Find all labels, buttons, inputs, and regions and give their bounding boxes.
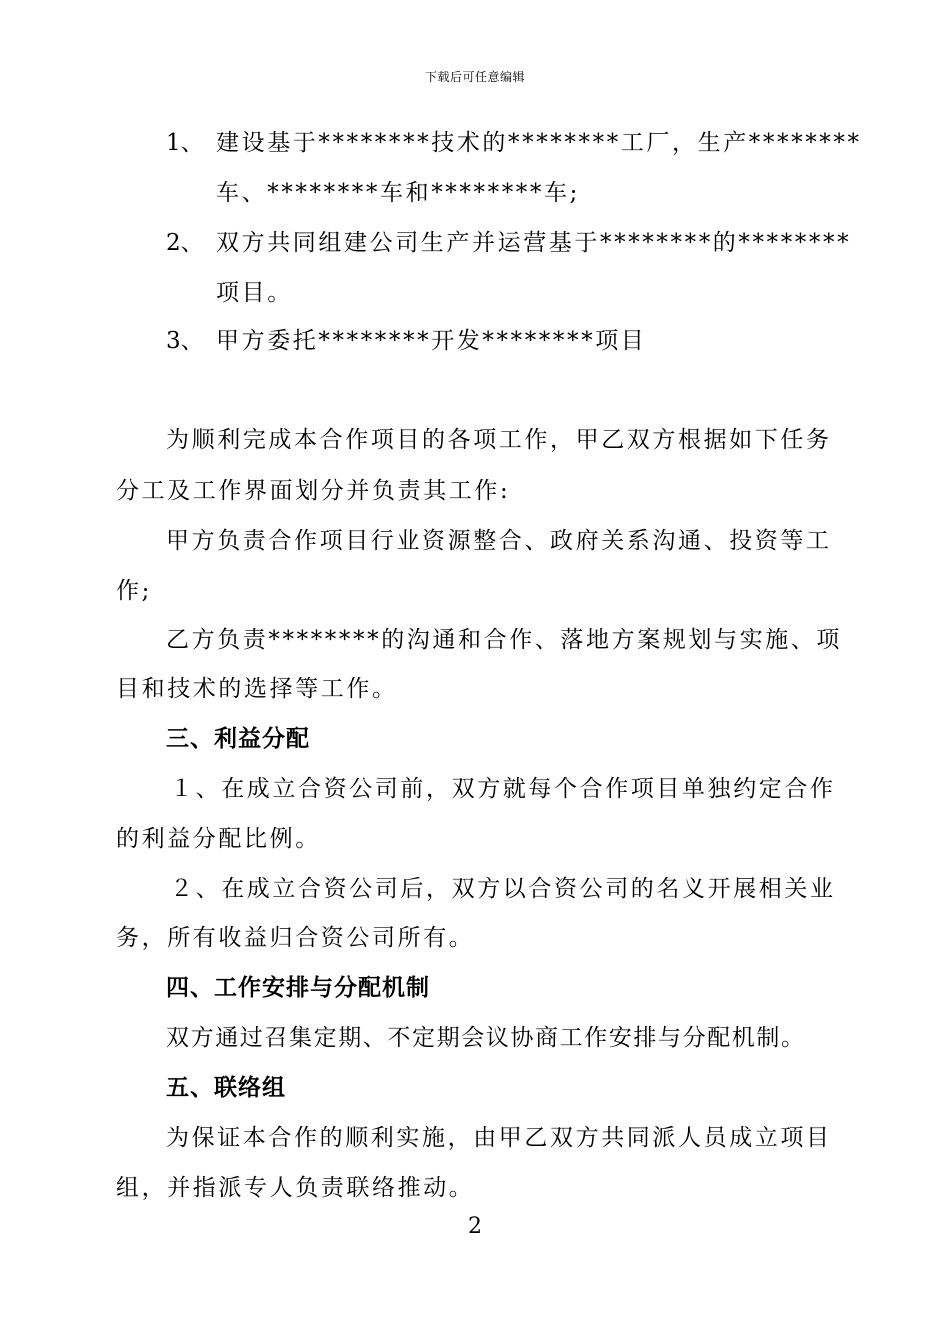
paragraph-4-line-2: 的利益分配比例。 bbox=[116, 826, 321, 852]
list-item-1-line-2: 车、********车和********车; bbox=[216, 180, 580, 206]
paragraph-7-line-1: 为保证本合作的顺利实施，由甲乙双方共同派人员成立项目 bbox=[166, 1125, 832, 1151]
paragraph-3-line-1: 乙方负责********的沟通和合作、落地方案规划与实施、项 bbox=[166, 627, 842, 653]
paragraph-1-line-1: 为顺利完成本合作项目的各项工作，甲乙双方根据如下任务 bbox=[166, 427, 832, 453]
paragraph-2-line-2: 作; bbox=[116, 578, 152, 604]
list-item-2-line-1: 双方共同组建公司生产并运营基于********的******** bbox=[216, 230, 852, 256]
page-number: 2 bbox=[468, 1214, 482, 1239]
header-note: 下载后可任意编辑 bbox=[424, 70, 525, 84]
paragraph-6-line-1: 双方通过召集定期、不定期会议协商工作安排与分配机制。 bbox=[166, 1025, 806, 1051]
section-heading-4: 四、工作安排与分配机制 bbox=[166, 975, 430, 1001]
list-number-3: 3、 bbox=[166, 328, 204, 354]
list-number-2: 2、 bbox=[166, 230, 204, 256]
paragraph-2-line-1: 甲方负责合作项目行业资源整合、政府关系沟通、投资等工 bbox=[166, 528, 832, 554]
paragraph-5-line-2: 务，所有收益归合资公司所有。 bbox=[116, 925, 475, 951]
paragraph-3-line-2: 目和技术的选择等工作。 bbox=[116, 676, 398, 702]
section-heading-3: 三、利益分配 bbox=[166, 726, 310, 752]
paragraph-4-line-1: １、在成立合资公司前，双方就每个合作项目单独约定合作 bbox=[170, 776, 836, 802]
list-item-2-line-2: 项目。 bbox=[216, 280, 293, 306]
list-item-1-line-1: 建设基于********技术的********工厂，生产******** bbox=[216, 130, 862, 156]
paragraph-1-line-2: 分工及工作界面划分并负责其工作: bbox=[116, 478, 511, 504]
paragraph-5-line-1: ２、在成立合资公司后，双方以合资公司的名义开展相关业 bbox=[170, 876, 836, 902]
paragraph-7-line-2: 组，并指派专人负责联络推动。 bbox=[116, 1175, 475, 1201]
section-heading-5: 五、联络组 bbox=[166, 1075, 286, 1101]
list-number-1: 1、 bbox=[166, 130, 204, 156]
list-item-3-line-1: 甲方委托********开发********项目 bbox=[216, 328, 647, 354]
